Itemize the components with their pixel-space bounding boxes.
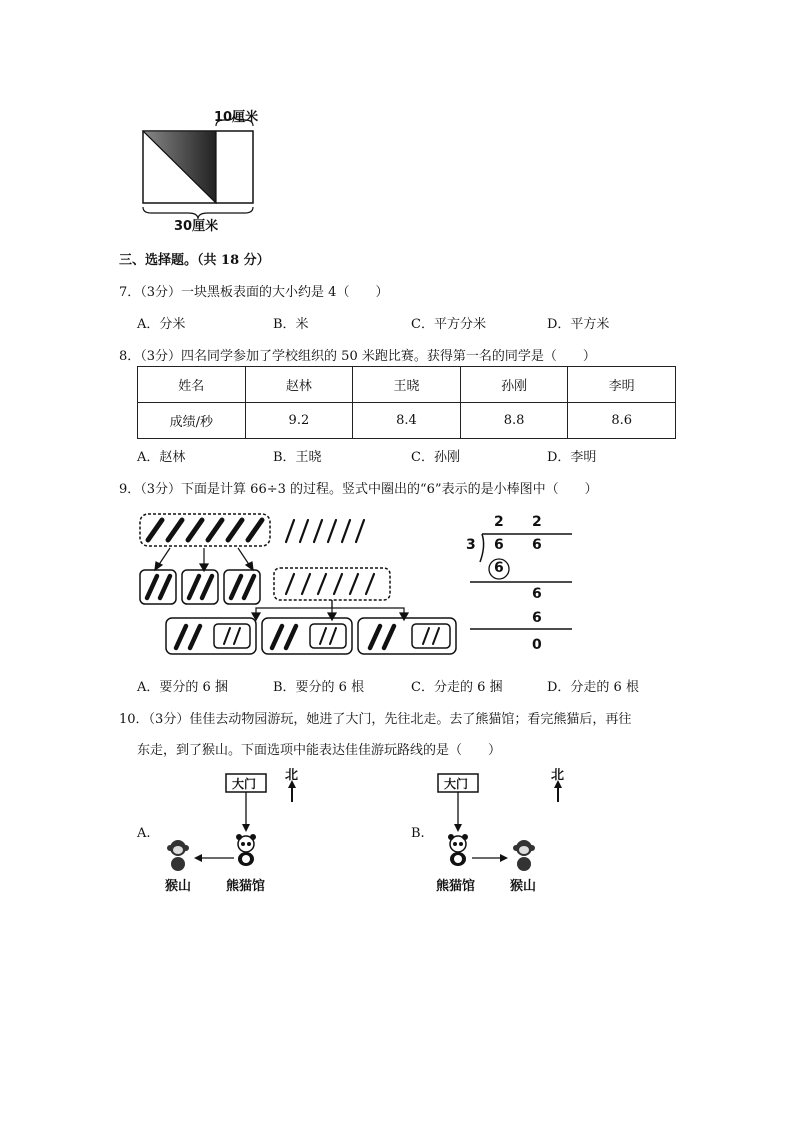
q7-option-d[interactable]: D．平方米 bbox=[547, 317, 610, 332]
gate-label-b: 大门 bbox=[444, 777, 469, 791]
step-six-2: 6 bbox=[532, 610, 542, 626]
table-row bbox=[138, 403, 676, 439]
long-division-svg bbox=[462, 510, 577, 660]
monkey-icon bbox=[513, 840, 535, 871]
q9-option-d[interactable]: D．分走的 6 根 bbox=[547, 680, 639, 695]
question-7-text: 7．（3分）一块黑板表面的大小约是 4（ ） bbox=[119, 285, 389, 300]
sticks-diagram bbox=[136, 510, 461, 660]
question-10-text-line2: 东走，到了猴山。下面选项中能表达佳佳游玩路线的是（ ） bbox=[137, 743, 502, 758]
question-10-text-line1: 10．（3分）佳佳去动物园游玩，她进了大门，先往北走。去了熊猫馆；看完熊猫后，再往 bbox=[119, 712, 632, 727]
q7-option-b[interactable]: B．米 bbox=[273, 317, 309, 332]
section-title: 三、选择题。（共 18 分） bbox=[119, 253, 270, 268]
q10-option-a-map[interactable] bbox=[160, 768, 310, 898]
question-8-text: 8．（3分）四名同学参加了学校组织的 50 米跑比赛。获得第一名的同学是（ ） bbox=[119, 349, 596, 364]
north-label-b: 北 bbox=[551, 768, 565, 783]
table-cell: 9.2 bbox=[245, 403, 353, 439]
table-cell: 成绩/秒 bbox=[138, 403, 246, 439]
quotient-ones: 2 bbox=[532, 514, 542, 530]
dividend-tens: 6 bbox=[494, 537, 504, 553]
q10-option-b-label[interactable]: B. bbox=[411, 826, 425, 841]
table-cell: 王晓 bbox=[353, 367, 461, 403]
q8-option-c[interactable]: C．孙刚 bbox=[411, 450, 460, 465]
circled-six: 6 bbox=[494, 560, 504, 576]
question-9-text: 9．（3分）下面是计算 66÷3 的过程。竖式中圈出的“6”表示的是小棒图中（ ） bbox=[119, 482, 598, 497]
panda-icon bbox=[236, 834, 256, 866]
q9-option-b[interactable]: B．要分的 6 根 bbox=[273, 680, 365, 695]
q9-option-a[interactable]: A．要分的 6 捆 bbox=[137, 680, 228, 695]
q8-option-d[interactable]: D．李明 bbox=[547, 450, 597, 465]
divisor: 3 bbox=[466, 537, 476, 553]
table-cell: 孙刚 bbox=[460, 367, 568, 403]
q8-option-a[interactable]: A．赵林 bbox=[137, 450, 186, 465]
table-cell: 8.6 bbox=[568, 403, 676, 439]
monkey-hill-label-b: 猴山 bbox=[510, 879, 537, 894]
table-row bbox=[138, 367, 676, 403]
quotient-tens: 2 bbox=[494, 514, 504, 530]
panda-house-label-b: 熊猫馆 bbox=[436, 879, 476, 894]
panda-icon bbox=[448, 834, 468, 866]
step-six-1: 6 bbox=[532, 586, 542, 602]
gate-label-a: 大门 bbox=[232, 777, 257, 791]
q10-option-a-label[interactable]: A. bbox=[137, 826, 151, 841]
q7-option-a[interactable]: A．分米 bbox=[137, 317, 186, 332]
long-division bbox=[462, 510, 577, 660]
q8-option-b[interactable]: B．王晓 bbox=[273, 450, 322, 465]
table-cell: 8.4 bbox=[353, 403, 461, 439]
label-10cm: 10厘米 bbox=[214, 110, 259, 125]
q9-option-c[interactable]: C．分走的 6 捆 bbox=[411, 680, 503, 695]
monkey-hill-label-a: 猴山 bbox=[165, 879, 192, 894]
table-cell: 李明 bbox=[568, 367, 676, 403]
figure-rectangle-triangle bbox=[136, 104, 266, 232]
remainder: 0 bbox=[532, 637, 542, 653]
north-label-a: 北 bbox=[285, 768, 299, 783]
scores-table bbox=[137, 366, 676, 439]
table-cell: 赵林 bbox=[245, 367, 353, 403]
panda-house-label-a: 熊猫馆 bbox=[226, 879, 266, 894]
table-cell: 姓名 bbox=[138, 367, 246, 403]
label-30cm: 30厘米 bbox=[174, 219, 219, 234]
q7-option-c[interactable]: C．平方分米 bbox=[411, 317, 486, 332]
dividend-ones: 6 bbox=[532, 537, 542, 553]
q10-option-b-map[interactable] bbox=[432, 768, 582, 898]
sticks-diagram-svg bbox=[136, 510, 461, 660]
table-cell: 8.8 bbox=[460, 403, 568, 439]
monkey-icon bbox=[167, 840, 189, 871]
